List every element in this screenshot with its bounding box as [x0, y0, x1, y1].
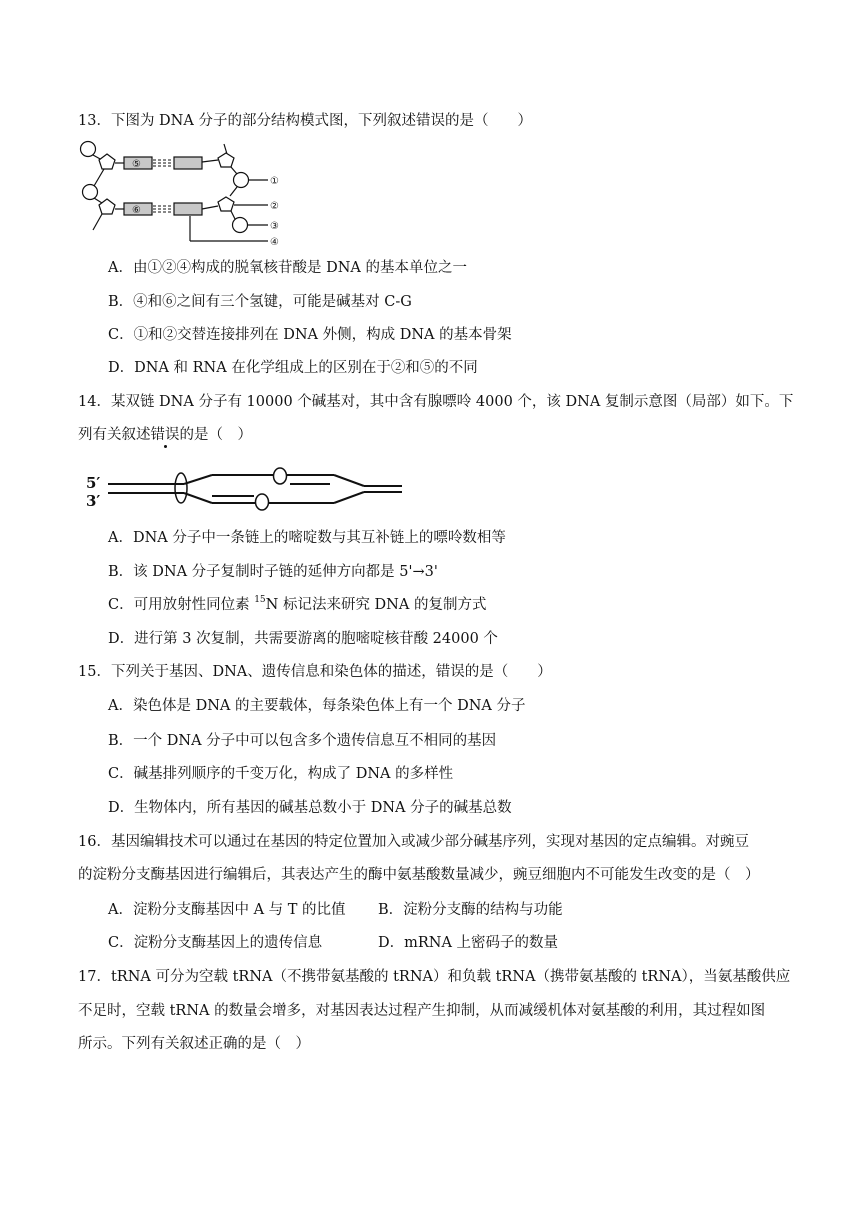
label-5: ⑤ [132, 159, 141, 170]
q15-option-b: B．一个 DNA 分子中可以包含多个遗传信息互不相同的基因 [108, 733, 497, 749]
q17-line1: 17．tRNA 可分为空载 tRNA（不携带氨基酸的 tRNA）和负载 tRNA（携带氨基酸的 tRNA），当氨基酸供应 [78, 969, 791, 985]
q15-stem: 15．下列关于基因、DNA、遗传信息和染色体的描述，错误的是（ ） [78, 664, 552, 680]
q13-stem: 13．下图为 DNA 分子的部分结构模式图，下列叙述错误的是（ ） [78, 113, 532, 129]
q16-option-a: A．淀粉分支酶基因中 A 与 T 的比值 [108, 902, 346, 918]
q13-option-c: C．①和②交替连接排列在 DNA 外侧，构成 DNA 的基本骨架 [108, 327, 512, 343]
q14-option-a: A．DNA 分子中一条链上的嘧啶数与其互补链上的嘌呤数相等 [108, 530, 506, 546]
q14-stem-line1: 14．某双链 DNA 分子有 10000 个碱基对，其中含有腺嘌呤 4000 个，该 DNA 复制示意图（局部）如下。下 [78, 394, 794, 410]
dna-structure-diagram [74, 138, 294, 250]
q16-option-c: C．淀粉分支酶基因上的遗传信息 [108, 935, 323, 951]
q14-option-c-pre: C．可用放射性同位素 [108, 597, 255, 613]
q15-option-a: A．染色体是 DNA 的主要载体，每条染色体上有一个 DNA 分子 [108, 698, 526, 714]
label-2: ② [270, 201, 279, 212]
q14-option-c-sup: 15 [254, 595, 266, 605]
q16-stem-line1: 16．基因编辑技术可以通过在基因的特定位置加入或减少部分碱基序列，实现对基因的定点编辑。对豌豆 [78, 834, 749, 850]
q15-option-c: C．碱基排列顺序的千变万化，构成了 DNA 的多样性 [108, 766, 454, 782]
q15-option-d: D．生物体内，所有基因的碱基总数小于 DNA 分子的碱基总数 [108, 800, 512, 816]
q13-option-a: A．由①②④构成的脱氧核苷酸是 DNA 的基本单位之一 [108, 260, 467, 276]
q16-stem-line2: 的淀粉分支酶基因进行编辑后，其表达产生的酶中氨基酸数量减少，豌豆细胞内不可能发生改变的是（ ） [78, 867, 760, 883]
q17-line3: 所示。下列有关叙述正确的是（ ） [78, 1036, 310, 1052]
q14-option-d: D．进行第 3 次复制，共需要游离的胞嘧啶核苷酸 24000 个 [108, 631, 498, 647]
q14-stem-line2-a: 列有关叙述 [78, 427, 151, 443]
q13-option-b: B．④和⑥之间有三个氢键，可能是碱基对 C-G [108, 294, 412, 310]
q16-option-d: D．mRNA 上密码子的数量 [378, 935, 559, 951]
q13-option-d: D．DNA 和 RNA 在化学组成上的区别在于②和⑤的不同 [108, 360, 478, 376]
q14-option-b: B．该 DNA 分子复制时子链的延伸方向都是 5'→3' [108, 564, 438, 580]
q14-option-c [108, 595, 486, 615]
label-3-prime: 3′ [86, 492, 101, 510]
dna-replication-diagram [84, 462, 414, 518]
label-6: ⑥ [132, 205, 141, 216]
label-1: ① [270, 176, 279, 187]
q14-stem-line2 [78, 425, 252, 445]
q17-line2: 不足时，空载 tRNA 的数量会增多，对基因表达过程产生抑制，从而减缓机体对氨基酸的利用，其过程如图 [78, 1003, 766, 1019]
label-5-prime: 5′ [86, 474, 101, 492]
q16-option-b: B．淀粉分支酶的结构与功能 [378, 902, 563, 918]
label-3: ③ [270, 221, 279, 232]
q14-option-c-post: N 标记法来研究 DNA 的复制方式 [265, 597, 487, 613]
q14-stem-line2-c: 的是（ ） [179, 427, 252, 443]
label-4: ④ [270, 237, 279, 248]
q14-emphasis-word: 错误 [150, 427, 180, 443]
